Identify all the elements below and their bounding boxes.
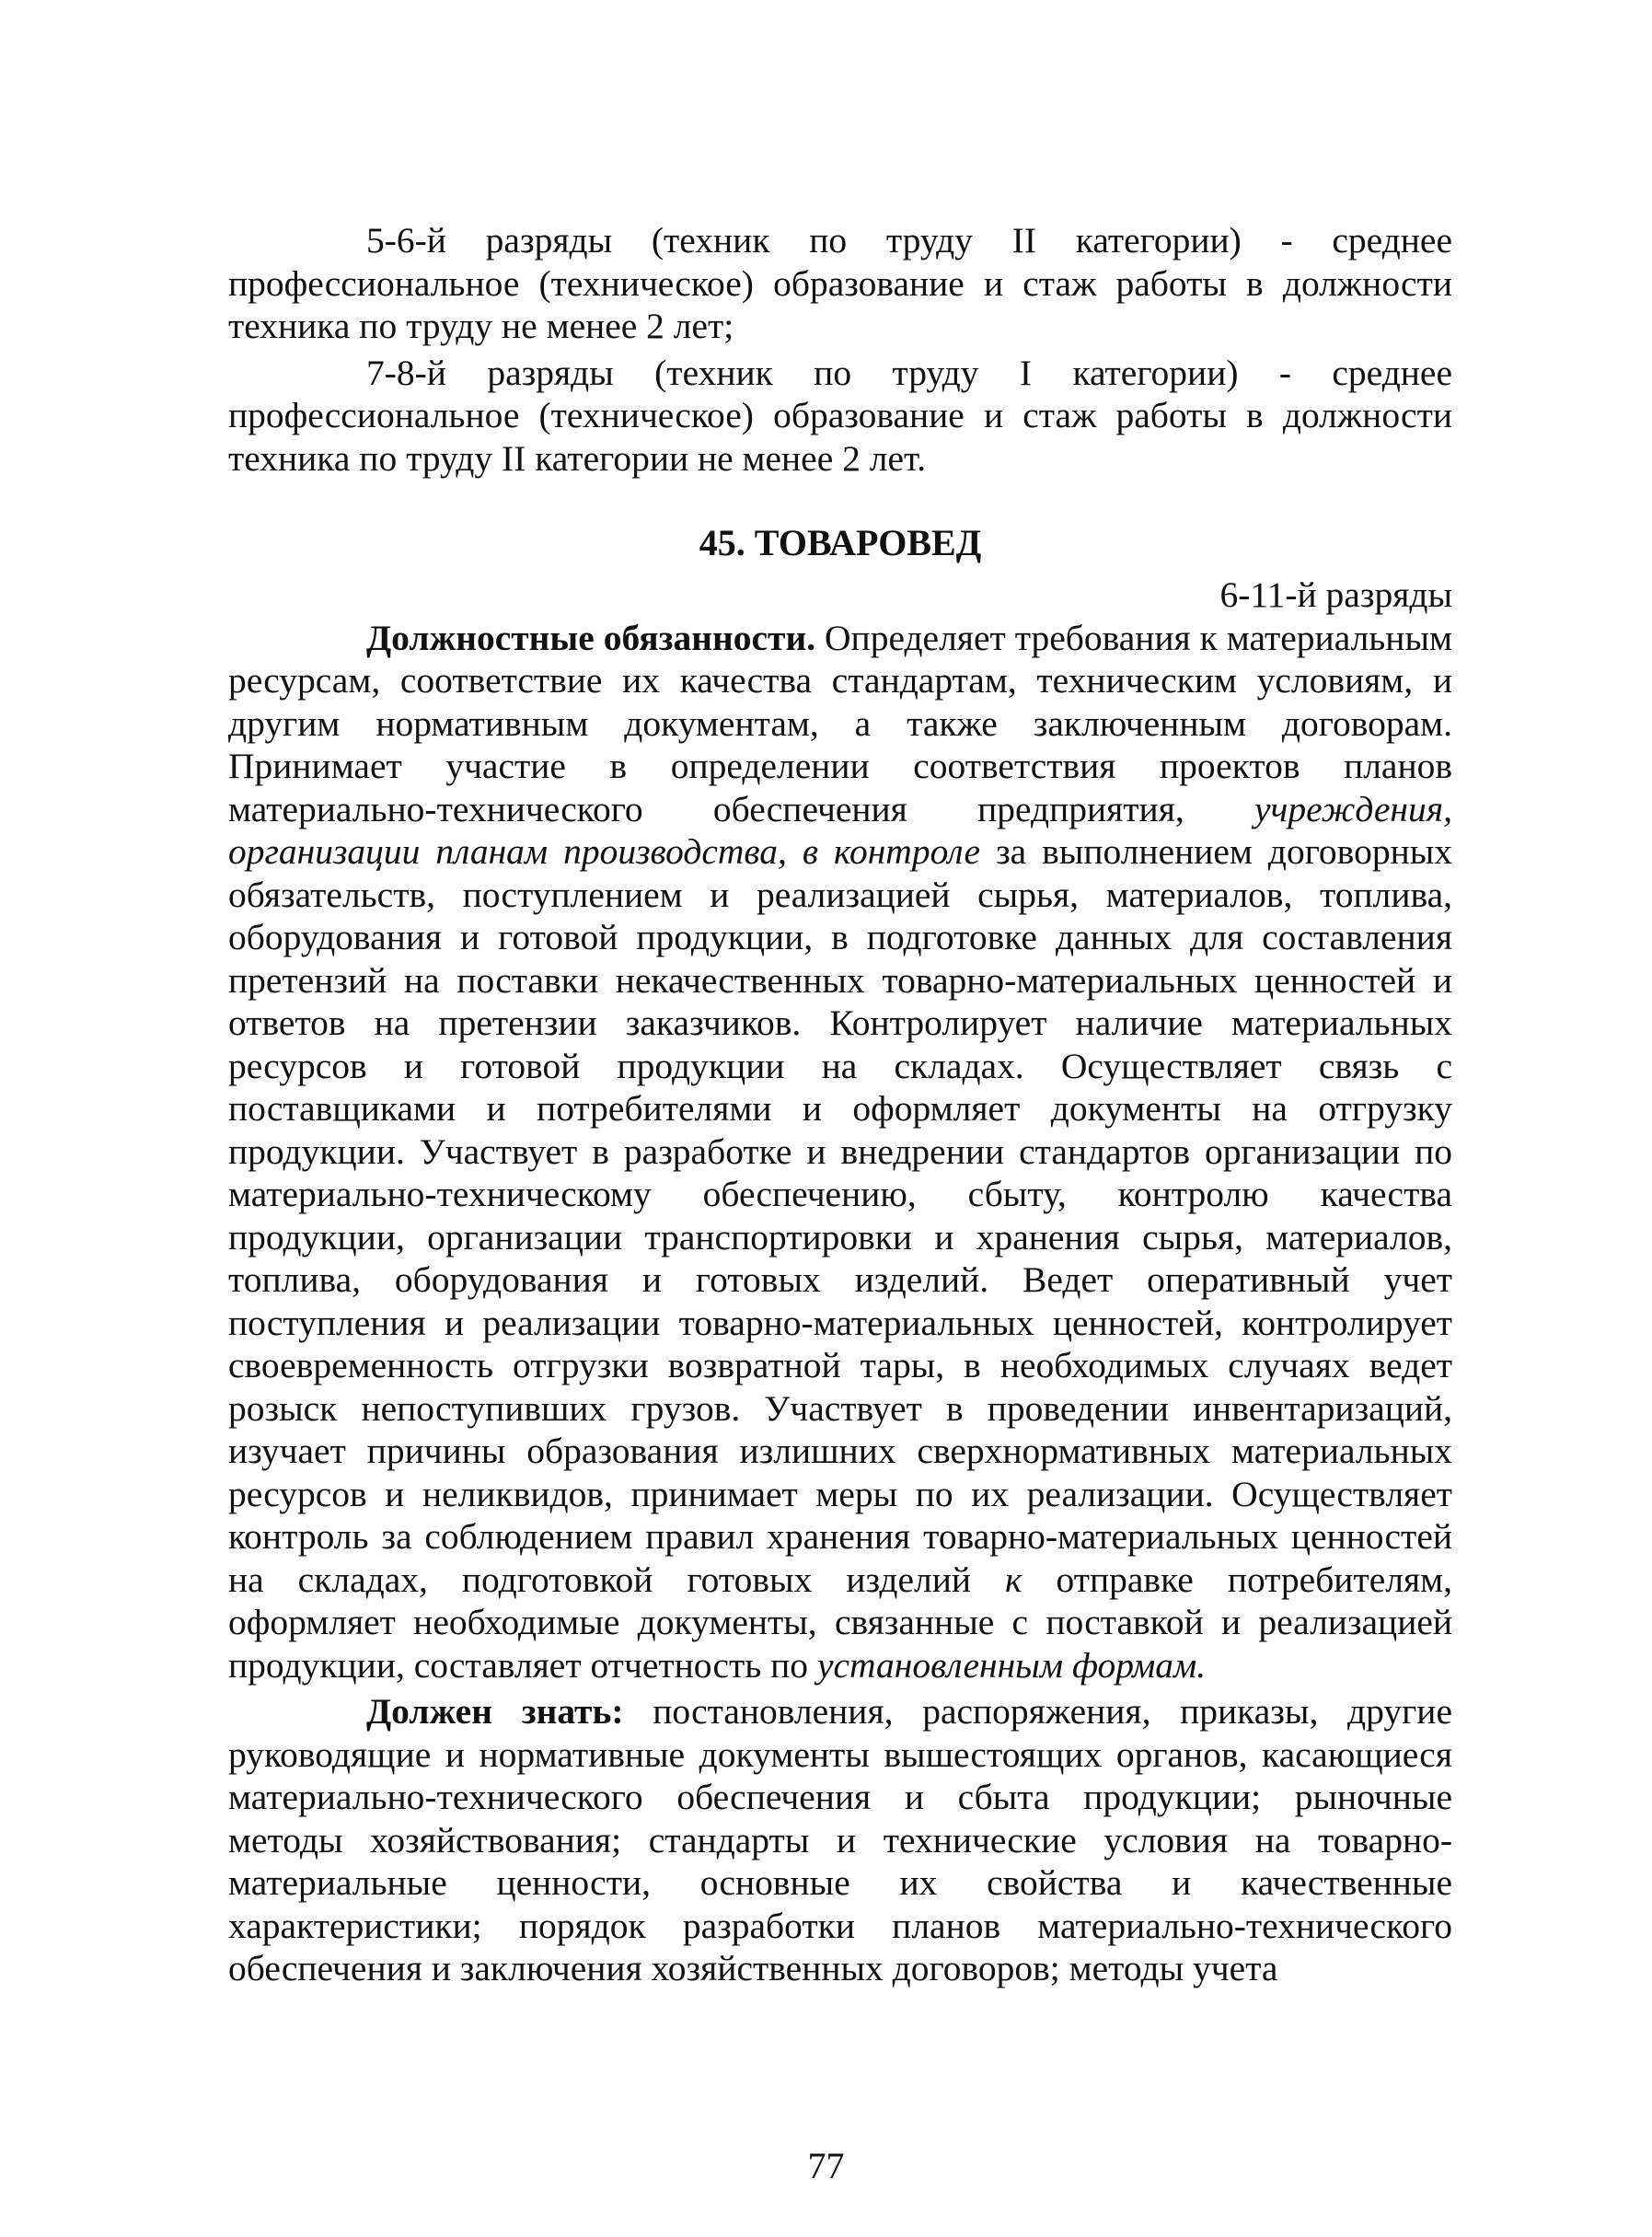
paragraph-category-1: 7-8-й разряды (техник по труду I категории) - среднее профессиональное (техническое) образование и стаж работы в должности техника по труду II категории не менее 2 лет.: [228, 352, 1452, 479]
knowledge-text: постановления, распоряжения, приказы, другие руководящие и нормативные документы вышестоящих органов, касающиеся материально-технического обеспечения и сбыта продукции; рыночные методы хозяйствования; стандарты и технические условия на товарно-материальные ценности, основные их свойства и качественные характеристики; порядок разработки планов материально-технического обеспечения и заключения хозяйственных договоров; методы учета: [228, 1691, 1452, 1988]
document-page: [228, 219, 1452, 1990]
duties-text-3: отправке потребителям, оформляет необходимые документы, связанные с поставкой и реализацией продукции, составляет отчетность по: [228, 1559, 1452, 1686]
duties-italic-3: установленным формам.: [816, 1644, 1207, 1686]
page-number: 77: [807, 2145, 845, 2186]
duties-italic-1: учреждения, организации планам производства, в контроле: [228, 788, 1452, 872]
section-title: 45. ТОВАРОВЕД: [699, 522, 982, 563]
grade-range: 6-11-й разряды: [1219, 574, 1452, 615]
knowledge-paragraph: [228, 1690, 1452, 1990]
duties-text-1: Определяет требования к материальным ресурсам, соответствие их качества стандартам, техническим условиям, и другим нормативным документам, а также заключенным договорам. Принимает участие в определении соответствия проектов планов материально-технического обеспечения предприятия,: [228, 617, 1452, 829]
paragraph-category-2: 5-6-й разряды (техник по труду II категории) - среднее профессиональное (техническое) образование и стаж работы в должности техника по труду не менее 2 лет;: [228, 220, 1452, 346]
duties-italic-2: к: [1005, 1559, 1022, 1600]
knowledge-heading: Должен знать:: [366, 1691, 624, 1732]
duties-heading: Должностные обязанности.: [366, 617, 816, 658]
duties-text-2: за выполнением договорных обязательств, поступлением и реализацией сырья, материалов, топлива, оборудования и готовой продукции, в подготовке данных для составления претензий на поставки некачественных товарно-материальных ценностей и ответов на претензии заказчиков. Контролирует наличие материальных ресурсов и готовой продукции на складах. Осуществляет связь с поставщиками и потребителями и оформляет документы на отгрузку продукции. Участвует в разработке и внедрении стандартов организации по материально-техническому обеспечению, сбыту, контролю качества продукции, организации транспортировки и хранения сырья, материалов, топлива, оборудования и готовых изделий. Ведет оперативный учет поступления и реализации товарно-материальных ценностей, контролирует своевременность отгрузки возвратной тары, в необходимых случаях ведет розыск непоступивших грузов. Участвует в проведении инвентаризаций, изучает причины образования излишних сверхнормативных материальных ресурсов и неликвидов, принимает меры по их реализации. Осуществляет контроль за соблюдением правил хранения товарно-материальных ценностей на складах, подготовкой готовых изделий: [228, 831, 1452, 1600]
duties-paragraph: [228, 617, 1452, 1687]
